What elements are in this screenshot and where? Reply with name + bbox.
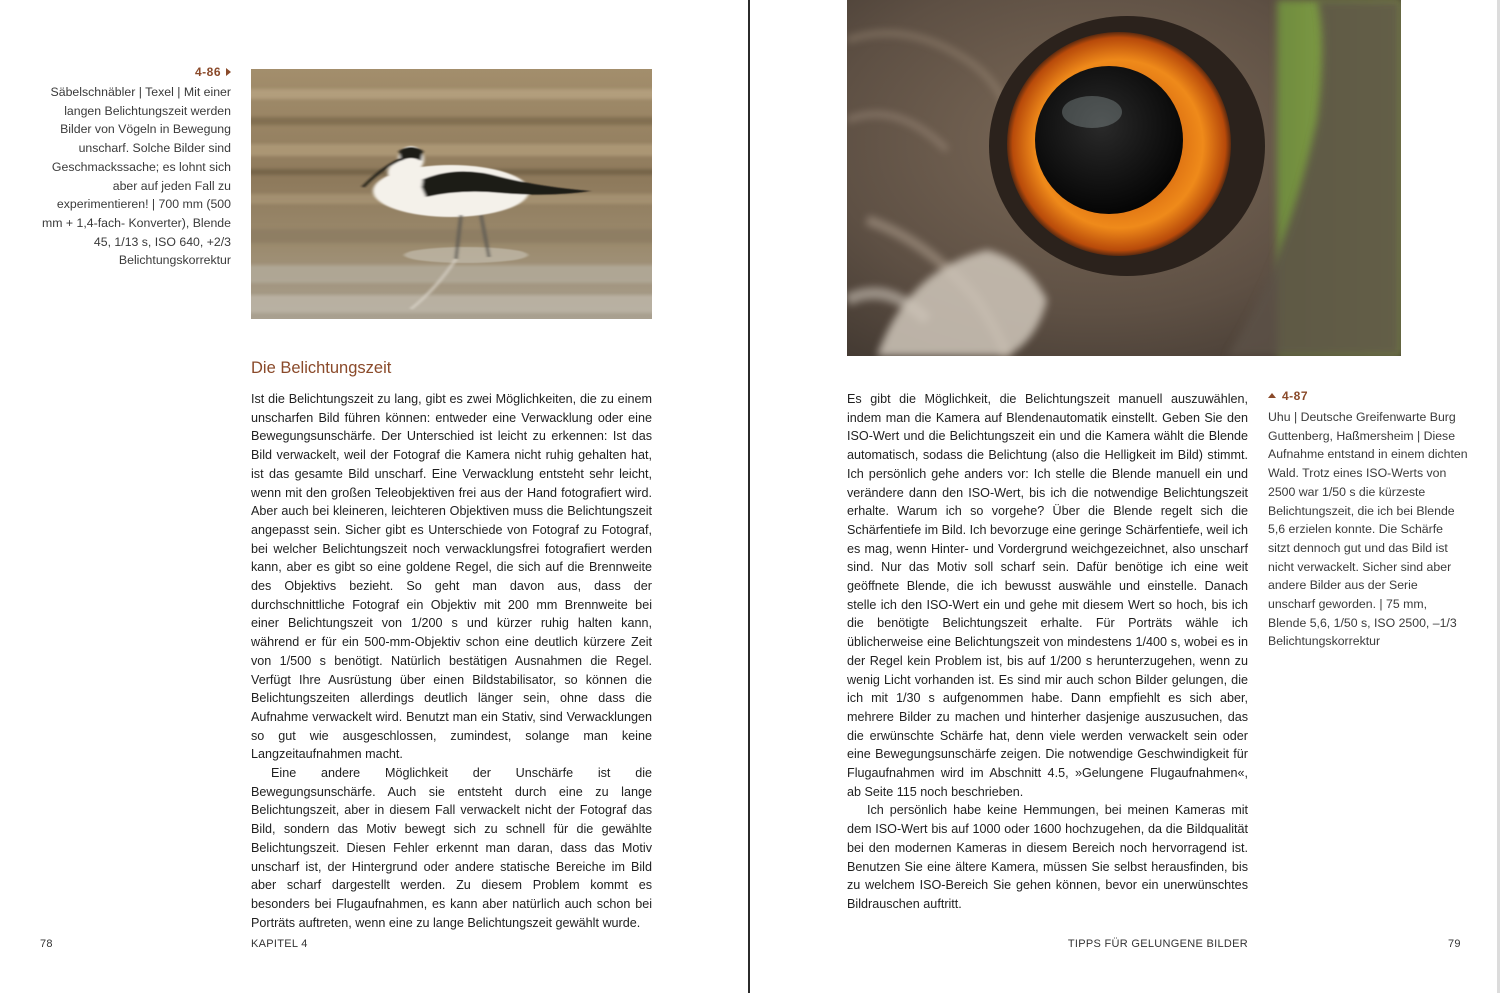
arrow-up-icon [1268,393,1276,398]
paragraph: Ist die Belichtungszeit zu lang, gibt es zwei Möglichkeiten, die zu einem unscharfen Bild führen können: entweder eine Verwacklung oder eine Bewegungsunschärfe. Der Unterschied ist leicht zu erkennen: Ist das Bild verwackelt, weil der Fotograf die Kamera nicht ruhig gehalten hat, ist das gesamte Bild unscharf. Eine Verwacklung entsteht sehr leicht, wenn mit den großen Teleobjektiven frei aus der Hand fotografiert wird. Aber auch bei kleineren, leichteren Objektiven muss die Belichtungszeit angepasst sein. Sicher gibt es Unterschiede von Fotograf zu Fotograf, bei welcher Belichtungszeit noch verwacklungsfrei fotografiert werden kann, aber es gibt so eine goldene Regel, die sich auf die Brennweite des Objektivs bezieht. So geht man davon aus, dass der durchschnittliche Fotograf ein Objektiv mit 200 mm Brennweite bei einer Belichtungszeit von 1/200 s und kürzer ruhig halten kann, während er für ein 500-mm-Objektiv schon eine deutlich kürzere Zeit von 1/500 s benötigt. Natürlich bestätigen Ausnahmen die Regel. Verfügt Ihre Ausrüstung über einen Bildstabilisator, so können die Belichtungszeiten allerdings deutlich länger sein, ohne dass die Aufnahme verwackelt wird. Benutzt man ein Stativ, sind Verwacklungen so gut wie ausgeschlossen, zumindest, solange man keine Langzeitaufnahmen macht. [251,392,652,762]
body-text-right [847,390,1248,914]
running-head-left: KAPITEL 4 [251,938,308,950]
page-number-left: 78 [40,938,53,950]
avocet-photo [251,69,652,319]
book-gutter [748,0,750,993]
arrow-right-icon [226,68,231,76]
owl-photo [847,0,1401,356]
body-text-left [251,390,652,932]
running-head-right: TIPPS FÜR GELUNGENE BILDER [1067,938,1248,950]
paragraph: Eine andere Möglichkeit der Unschärfe ist die Bewegungsunschärfe. Auch sie entsteht durch eine zu lange Belichtungszeit, aber in diesem Fall verwackelt nicht der Fotograf das Bild, sondern das Motiv bewegt sich zu schnell für die gewählte Belichtungszeit. Diesen Fehler erkennt man daran, dass das Motiv unscharf ist, der Hintergrund oder andere statische Bereiche im Bild aber scharf dargestellt werden. Zu diesem Problem kommt es besonders bei Flugaufnahmen, es kann aber natürlich auch schon bei Porträts auftreten, wenn eine zu lange Belichtungszeit gewählt wurde. [251,766,652,930]
section-heading: Die Belichtungszeit [251,359,392,377]
figure-caption-right: Uhu | Deutsche Greifenwarte Burg Guttenberg, Haßmersheim | Diese Aufnahme entstand in einem dichten Wald. Trotz eines ISO-Werts von 2500 war 1/50 s die kürzeste Belichtungszeit, die ich bei Blende 5,6 erzielen konnte. Die Schärfe sitzt dennoch gut und das Bild ist nicht verwackelt. Sicher sind aber andere Bilder aus der Serie unscharf geworden. | 75 mm, Blende 5,6, 1/50 s, ISO 2500, –1/3 Belichtungskorrektur [1268,410,1468,649]
page-number-right: 79 [1448,938,1461,950]
figure-number-left: 4-86 [175,65,231,79]
figure-caption-left: Säbelschnäbler | Texel | Mit einer langen Belichtungszeit werden Bilder von Vögeln in Bewegung unscharf. Solche Bilder sind Geschmackssache; es lohnt sich aber auf jeden Fall zu experimentieren! | 700 mm (500 mm + 1,4-fach- Konverter), Blende 45, 1/13 s, ISO 640, +2/3 Belichtungskorrektur [42,85,231,268]
paragraph: Ich persönlich habe keine Hemmungen, bei meinen Kameras mit dem ISO-Wert bis auf 1000 oder 1600 hochzugehen, da die Bildqualität bei den modernen Kameras in diesem Bereich noch hervorragend ist. Benutzen Sie eine ältere Kamera, müssen Sie selbst herausfinden, bis zu welchem ISO-Bereich Sie gehen können, bevor ein unerwünschtes Bildrauschen auftritt. [847,803,1248,911]
paragraph: Es gibt die Möglichkeit, die Belichtungszeit manuell auszuwählen, indem man die Kamera auf Blendenautomatik einstellt. Geben Sie den ISO-Wert und die Belichtungszeit ein und die Kamera wählt die Blende automatisch, sodass die Belichtung (also die Helligkeit im Bild) stimmt. Ich persönlich gehe anders vor: Ich stelle die Blende manuell ein und verändere dann den ISO-Wert, bis ich die notwendige Belichtungszeit erhalte. Warum ich so vorgehe? Über die Blende regelt sich die Schärfentiefe im Bild. Ich bevorzuge eine geringe Schärfentiefe, weil ich es mag, wenn Hinter- und Vordergrund weichgezeichnet, also unscharf sind. Nur das Motiv soll scharf sein. Dafür benötige ich eine weit geöffnete Blende, die ich bewusst auswähle und einstelle. Danach stelle ich den ISO-Wert ein und gehe mit diesem Wert so hoch, bis ich die benötigte Belichtungszeit erhalte. Für Porträts wähle ich üblicherweise eine Belichtungszeit von mindestens 1/400 s, wobei es in der Regel kein Problem ist, bis auf 1/200 s herunterzugehen, wenn zu wenig Licht vorhanden ist. Es sind mir auch schon Bilder gelungen, die ich mit 1/30 s aufgenommen habe. Dann empfiehlt es sich aber, mehrere Bilder zu machen und hinterher dasjenige auszusuchen, das die erwünschte Schärfe hat, denn viele werden verwackelt sein oder eine Bewegungsunschärfe zeigen. Die notwendige Geschwindigkeit für Flugaufnahmen wird im Abschnitt 4.5, »Gelungene Flugaufnahmen«, ab Seite 115 noch beschrieben. [847,392,1248,799]
figure-number-right: 4-87 [1268,389,1308,403]
